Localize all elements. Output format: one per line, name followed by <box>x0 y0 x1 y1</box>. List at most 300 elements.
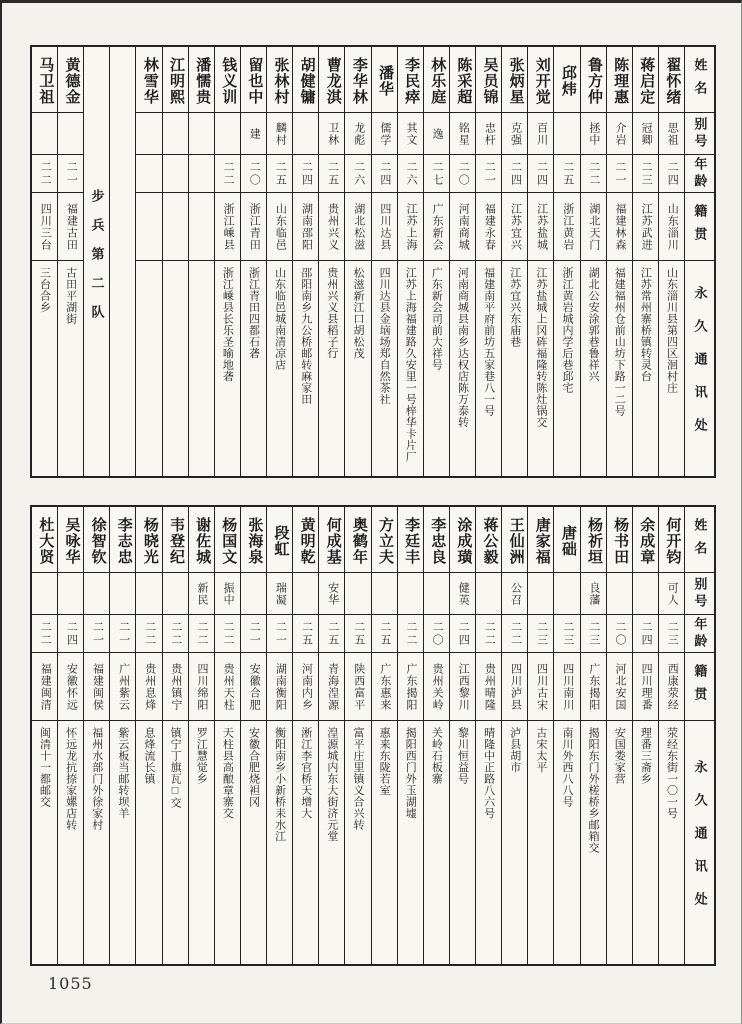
age-cell <box>293 155 318 193</box>
address-cell-text: 闽清十一都邮交 <box>38 727 51 808</box>
alias-cell-text: 振中 <box>222 581 235 606</box>
address-cell <box>528 261 553 476</box>
native-place-cell <box>32 653 57 721</box>
native-place-cell-text: 贵州天柱 <box>222 662 235 711</box>
age-cell-text: 二六 <box>352 160 365 187</box>
address-cell-text: 浙江嵊县长乐圣喻地砻 <box>221 267 234 382</box>
age-cell <box>163 615 188 653</box>
address-cell-text: 湟源城内东大街济元堂 <box>325 727 338 842</box>
address-cell <box>110 721 135 964</box>
age-cell <box>581 155 606 193</box>
name-cell-text: 留也中 <box>246 57 263 105</box>
person-column <box>423 507 449 964</box>
alias-cell-text: 安华 <box>326 581 339 606</box>
person-column <box>240 507 266 964</box>
age-cell-text: 二一 <box>483 160 496 187</box>
native-place-cell-text: 江西黎川 <box>457 662 470 711</box>
age-cell <box>528 155 553 193</box>
registry-table-bottom <box>30 505 716 966</box>
age-cell-text: 二一 <box>613 160 626 187</box>
age-cell <box>502 155 527 193</box>
header-alias-label-text: 别号 <box>692 116 708 151</box>
name-cell <box>528 47 553 113</box>
address-cell <box>554 261 579 476</box>
alias-cell <box>607 113 632 155</box>
address-cell <box>476 261 501 476</box>
native-place-cell <box>398 653 423 721</box>
age-cell <box>136 615 161 653</box>
alias-cell <box>633 113 658 155</box>
name-cell-text: 刘开觉 <box>533 57 550 105</box>
address-cell <box>450 721 475 964</box>
address-cell-text: 贵州兴义县稻子行 <box>325 267 338 359</box>
address-cell <box>267 721 292 964</box>
address-cell <box>398 261 423 476</box>
native-place-cell-text: 河南内乡 <box>300 662 313 711</box>
address-cell-text: 黎川恒益号 <box>456 727 469 785</box>
native-place-cell <box>607 193 632 261</box>
address-cell-text: 江苏盐城上冈砗福隆转陈灶锅交 <box>534 267 547 428</box>
native-place-cell <box>267 193 292 261</box>
address-cell <box>84 721 109 964</box>
address-cell <box>136 721 161 964</box>
address-cell <box>163 261 188 476</box>
name-cell-text: 江明熙 <box>167 57 184 105</box>
alias-cell <box>528 573 553 615</box>
alias-cell <box>241 113 266 155</box>
age-cell <box>476 155 501 193</box>
person-column <box>658 507 684 964</box>
name-cell-text: 韦登纪 <box>167 517 184 565</box>
age-cell-text: 二四 <box>457 620 470 647</box>
name-cell <box>659 507 684 573</box>
name-cell-text: 方立夫 <box>376 517 393 565</box>
native-place-cell-text: 陕西富平 <box>352 662 365 711</box>
native-place-cell-text: 广州紫云 <box>117 662 130 711</box>
alias-cell-text: 瑞凝 <box>274 581 287 606</box>
address-cell-text: 江苏上海福建路久安里一号梓华卡片厂 <box>404 267 417 463</box>
alias-cell <box>476 113 501 155</box>
age-cell-text: 二六 <box>404 160 417 187</box>
native-place-cell-text: 西康荥经 <box>666 662 679 711</box>
blank-column <box>109 47 135 476</box>
address-cell <box>32 261 57 476</box>
address-cell-text: 邵阳南乡九公桥邮转麻家田 <box>299 267 312 405</box>
address-cell-text: 广东新会司前大祥号 <box>430 267 443 371</box>
name-cell-text: 黄德金 <box>63 57 80 105</box>
age-cell-text: 二二 <box>483 620 496 647</box>
address-cell-text: 晴隆中正路八六号 <box>482 727 495 819</box>
alias-cell <box>215 573 240 615</box>
native-place-cell-text: 贵州关岭 <box>431 662 444 711</box>
native-place-cell <box>607 653 632 721</box>
person-column <box>344 47 370 476</box>
age-cell <box>528 615 553 653</box>
name-cell-text: 林乐庭 <box>429 57 446 105</box>
native-place-cell <box>554 653 579 721</box>
person-column <box>214 47 240 476</box>
person-column <box>606 47 632 476</box>
person-column <box>188 47 214 476</box>
name-cell-text: 钱义训 <box>220 57 237 105</box>
native-place-cell <box>58 193 83 261</box>
native-place-cell <box>502 653 527 721</box>
name-cell-text: 唐础 <box>559 525 576 557</box>
age-cell-text: 二四 <box>65 620 78 647</box>
address-cell <box>633 261 658 476</box>
name-cell-text: 李忠良 <box>429 517 446 565</box>
name-cell-text: 杨晓光 <box>141 517 158 565</box>
name-cell <box>607 47 632 113</box>
alias-cell <box>58 113 83 155</box>
alias-cell-text: 逸 <box>431 127 444 140</box>
person-column <box>135 47 161 476</box>
alias-cell <box>319 113 344 155</box>
name-cell <box>32 47 57 113</box>
name-cell-text: 徐智钦 <box>89 517 106 565</box>
name-cell-text: 蒋公毅 <box>481 517 498 565</box>
native-place-cell-text: 江苏宜兴 <box>509 202 522 251</box>
name-cell-text: 潘懦贵 <box>194 57 211 105</box>
alias-cell <box>215 113 240 155</box>
person-column <box>188 507 214 964</box>
name-cell-text: 李民瘁 <box>403 57 420 105</box>
person-column <box>109 507 135 964</box>
native-place-cell-text: 山东临邑 <box>274 202 287 251</box>
alias-cell <box>319 573 344 615</box>
address-cell <box>554 721 579 964</box>
address-cell-text: 江苏常州寨桥镇转灵台 <box>639 267 652 382</box>
age-cell-text: 二三 <box>666 620 679 647</box>
address-cell <box>215 721 240 964</box>
native-place-cell-text: 江苏盐城 <box>535 202 548 251</box>
age-cell-text: 二三 <box>640 160 653 187</box>
name-cell-text: 何成基 <box>324 517 341 565</box>
person-column <box>240 47 266 476</box>
header-address-label-text: 永久通讯处 <box>692 760 708 925</box>
alias-cell-text: 卫林 <box>326 121 339 146</box>
address-cell <box>163 721 188 964</box>
alias-cell <box>241 573 266 615</box>
native-place-cell <box>345 193 370 261</box>
native-place-cell-text: 四川三台 <box>39 202 52 251</box>
name-cell <box>345 507 370 573</box>
age-cell-text: 二五 <box>274 160 287 187</box>
alias-cell <box>293 113 318 155</box>
address-cell <box>189 261 214 476</box>
name-cell <box>136 507 161 573</box>
name-cell-text: 鲁方仲 <box>585 57 602 105</box>
native-place-cell <box>424 193 449 261</box>
age-cell <box>424 615 449 653</box>
page-number: 1055 <box>48 974 93 993</box>
address-cell-text: 怀远龙抗捺家嫘店转 <box>64 727 77 831</box>
header-name-label-text: 姓名 <box>692 518 708 564</box>
name-cell-text: 唐家福 <box>533 517 550 565</box>
native-place-cell-text: 四川泸县 <box>509 662 522 711</box>
native-place-cell <box>110 653 135 721</box>
person-column <box>344 507 370 964</box>
address-cell <box>659 721 684 964</box>
age-cell <box>241 615 266 653</box>
age-cell <box>398 155 423 193</box>
name-cell-text: 李廷丰 <box>403 517 420 565</box>
age-cell <box>163 155 188 193</box>
age-cell <box>215 155 240 193</box>
age-cell <box>372 155 397 193</box>
age-cell <box>581 615 606 653</box>
age-cell <box>633 155 658 193</box>
alias-cell <box>163 113 188 155</box>
native-place-cell-text: 贵州晴隆 <box>483 662 496 711</box>
native-place-cell-text: 四川南川 <box>561 662 574 711</box>
alias-cell-text: 麟村 <box>274 121 287 146</box>
native-place-cell <box>659 653 684 721</box>
native-place-cell <box>633 653 658 721</box>
name-cell <box>450 507 475 573</box>
alias-cell <box>607 573 632 615</box>
address-cell <box>293 721 318 964</box>
age-cell <box>32 155 57 193</box>
alias-cell <box>136 573 161 615</box>
age-cell <box>319 155 344 193</box>
native-place-cell-text: 河南商城 <box>457 202 470 251</box>
age-cell <box>189 615 214 653</box>
name-cell-text: 杨国文 <box>220 517 237 565</box>
address-cell-text: 河南商城县南乡达权店陈万泰转 <box>456 267 469 428</box>
alias-cell-text: 健英 <box>457 581 470 606</box>
age-cell <box>267 615 292 653</box>
address-cell <box>267 261 292 476</box>
alias-cell-text: 新民 <box>195 581 208 606</box>
address-cell <box>372 261 397 476</box>
person-column <box>292 47 318 476</box>
name-cell-text: 杨祈垣 <box>585 517 602 565</box>
native-place-cell <box>581 653 606 721</box>
address-cell-text: 湖北公安涂郭巷鲁祥兴 <box>587 267 600 382</box>
address-cell <box>633 721 658 964</box>
alias-cell-text: 介岩 <box>613 121 626 146</box>
name-cell <box>345 47 370 113</box>
native-place-cell <box>372 193 397 261</box>
native-place-cell <box>136 193 161 261</box>
name-cell-text: 陈采超 <box>455 57 472 105</box>
name-cell <box>581 47 606 113</box>
person-column <box>266 507 292 964</box>
person-column <box>501 507 527 964</box>
address-cell-text: 浙江青田四都石砻 <box>247 267 260 359</box>
name-cell <box>84 507 109 573</box>
address-cell-text: 关岭石板寨 <box>430 727 443 785</box>
native-place-cell <box>659 193 684 261</box>
age-cell <box>659 155 684 193</box>
name-cell <box>398 507 423 573</box>
age-cell-text: 二五 <box>352 620 365 647</box>
name-cell <box>58 47 83 113</box>
address-cell-text: 福建南平府前坊五家巷八一号 <box>482 267 495 417</box>
age-cell-text: 二三 <box>535 620 548 647</box>
name-cell-text: 黄明乾 <box>298 517 315 565</box>
address-cell <box>476 721 501 964</box>
address-cell-text: 镇宁丁旗瓦□交 <box>169 727 182 809</box>
native-place-cell-text: 四川古宋 <box>535 662 548 711</box>
address-cell-text: 松滋新江口胡松茂 <box>351 267 364 359</box>
age-cell-text: 二二 <box>404 620 417 647</box>
person-column <box>57 47 83 476</box>
person-column <box>318 47 344 476</box>
person-column <box>32 47 57 476</box>
address-cell <box>319 721 344 964</box>
name-cell-text: 王仙洲 <box>507 517 524 565</box>
name-cell <box>215 507 240 573</box>
name-cell <box>267 507 292 573</box>
age-cell-text: 二四 <box>535 160 548 187</box>
alias-cell <box>659 573 684 615</box>
header-address-label <box>685 721 714 964</box>
name-cell-text: 杜大贤 <box>37 517 54 565</box>
person-column <box>32 507 57 964</box>
age-cell <box>633 615 658 653</box>
alias-cell <box>293 573 318 615</box>
address-cell <box>502 261 527 476</box>
age-cell-text: 二〇 <box>613 620 626 647</box>
address-cell <box>502 721 527 964</box>
alias-cell <box>476 573 501 615</box>
person-column <box>423 47 449 476</box>
address-cell <box>450 261 475 476</box>
person-column <box>214 507 240 964</box>
age-cell <box>84 615 109 653</box>
alias-cell-text: 铭星 <box>457 121 470 146</box>
address-cell <box>241 721 266 964</box>
age-cell <box>476 615 501 653</box>
name-cell <box>163 507 188 573</box>
name-cell <box>659 47 684 113</box>
native-place-cell <box>58 653 83 721</box>
native-place-cell <box>450 193 475 261</box>
person-column <box>371 507 397 964</box>
name-cell <box>398 47 423 113</box>
native-place-cell <box>293 653 318 721</box>
age-cell <box>659 615 684 653</box>
person-column <box>501 47 527 476</box>
alias-cell <box>554 113 579 155</box>
name-cell <box>372 47 397 113</box>
alias-cell <box>554 573 579 615</box>
name-cell-text: 余成章 <box>638 517 655 565</box>
name-cell-text: 张炳星 <box>507 57 524 105</box>
person-column <box>580 47 606 476</box>
name-cell-text: 何开钧 <box>664 517 681 565</box>
address-cell-text: 四川达县金垴场郑自然茶社 <box>378 267 391 405</box>
native-place-cell <box>189 193 214 261</box>
native-place-cell-text: 山东淄川 <box>666 202 679 251</box>
person-column <box>83 507 109 964</box>
alias-cell-text: 克强 <box>509 121 522 146</box>
age-cell-text: 二五 <box>300 620 313 647</box>
alias-cell <box>502 113 527 155</box>
address-cell-text: 安国娄家营 <box>613 727 626 785</box>
native-place-cell-text: 四川达县 <box>378 202 391 251</box>
alias-cell-text: 拯中 <box>587 121 600 146</box>
name-cell <box>58 507 83 573</box>
age-cell <box>58 615 83 653</box>
name-cell-text: 李华林 <box>350 57 367 105</box>
native-place-cell <box>633 193 658 261</box>
age-cell <box>607 155 632 193</box>
header-age-label-text: 年龄 <box>692 616 708 651</box>
header-address-label-text: 永久通讯处 <box>692 286 708 451</box>
name-cell <box>554 507 579 573</box>
address-cell-text: 古宋太平 <box>534 727 547 773</box>
address-cell-text: 淅江李官桥天增大 <box>299 727 312 819</box>
person-column <box>553 507 579 964</box>
address-cell-text: 天柱县高酿章寨交 <box>221 727 234 819</box>
alias-cell <box>163 573 188 615</box>
address-cell-text: 福州水部门外徐家村 <box>90 727 103 831</box>
age-cell <box>293 615 318 653</box>
name-cell-text: 蒋启定 <box>638 57 655 105</box>
blank-cell <box>110 47 135 476</box>
person-column <box>135 507 161 964</box>
age-cell-text: 二一 <box>117 620 130 647</box>
age-cell-text: 二〇 <box>457 160 470 187</box>
person-column <box>449 507 475 964</box>
name-cell <box>110 507 135 573</box>
address-cell-text: 山东淄川县第四区洄村庄 <box>665 267 678 394</box>
address-cell-text: 江苏宜兴东庙巷 <box>508 267 521 348</box>
header-address-label <box>685 261 714 476</box>
native-place-cell <box>163 653 188 721</box>
address-cell <box>58 721 83 964</box>
name-cell <box>372 507 397 573</box>
age-cell-text: 二一 <box>65 160 78 187</box>
age-cell-text: 二二 <box>169 620 182 647</box>
address-cell <box>372 721 397 964</box>
native-place-cell-text: 浙江嵊县 <box>222 202 235 251</box>
registry-table-top <box>30 45 716 478</box>
alias-cell <box>450 113 475 155</box>
name-cell-text: 胡健镛 <box>298 57 315 105</box>
alias-cell <box>32 113 57 155</box>
name-cell-text: 邱炜 <box>559 65 576 97</box>
native-place-cell-text: 江苏上海 <box>404 202 417 251</box>
address-cell <box>581 261 606 476</box>
age-cell <box>345 615 370 653</box>
age-cell-text: 二四 <box>378 160 391 187</box>
person-column <box>57 507 83 964</box>
native-place-cell <box>189 653 214 721</box>
native-place-cell <box>241 193 266 261</box>
name-cell <box>581 507 606 573</box>
name-cell <box>136 47 161 113</box>
unit-marker-column <box>83 47 109 476</box>
age-cell-text: 二四 <box>666 160 679 187</box>
alias-cell <box>136 113 161 155</box>
person-column <box>527 507 553 964</box>
address-cell <box>607 721 632 964</box>
address-cell <box>607 261 632 476</box>
age-cell <box>502 615 527 653</box>
age-cell-text: 二一 <box>91 620 104 647</box>
header-native-label <box>685 193 714 261</box>
native-place-cell-text: 广东新会 <box>431 202 444 251</box>
alias-cell <box>659 113 684 155</box>
name-cell <box>633 507 658 573</box>
age-cell <box>32 615 57 653</box>
name-cell <box>241 47 266 113</box>
alias-cell <box>345 573 370 615</box>
